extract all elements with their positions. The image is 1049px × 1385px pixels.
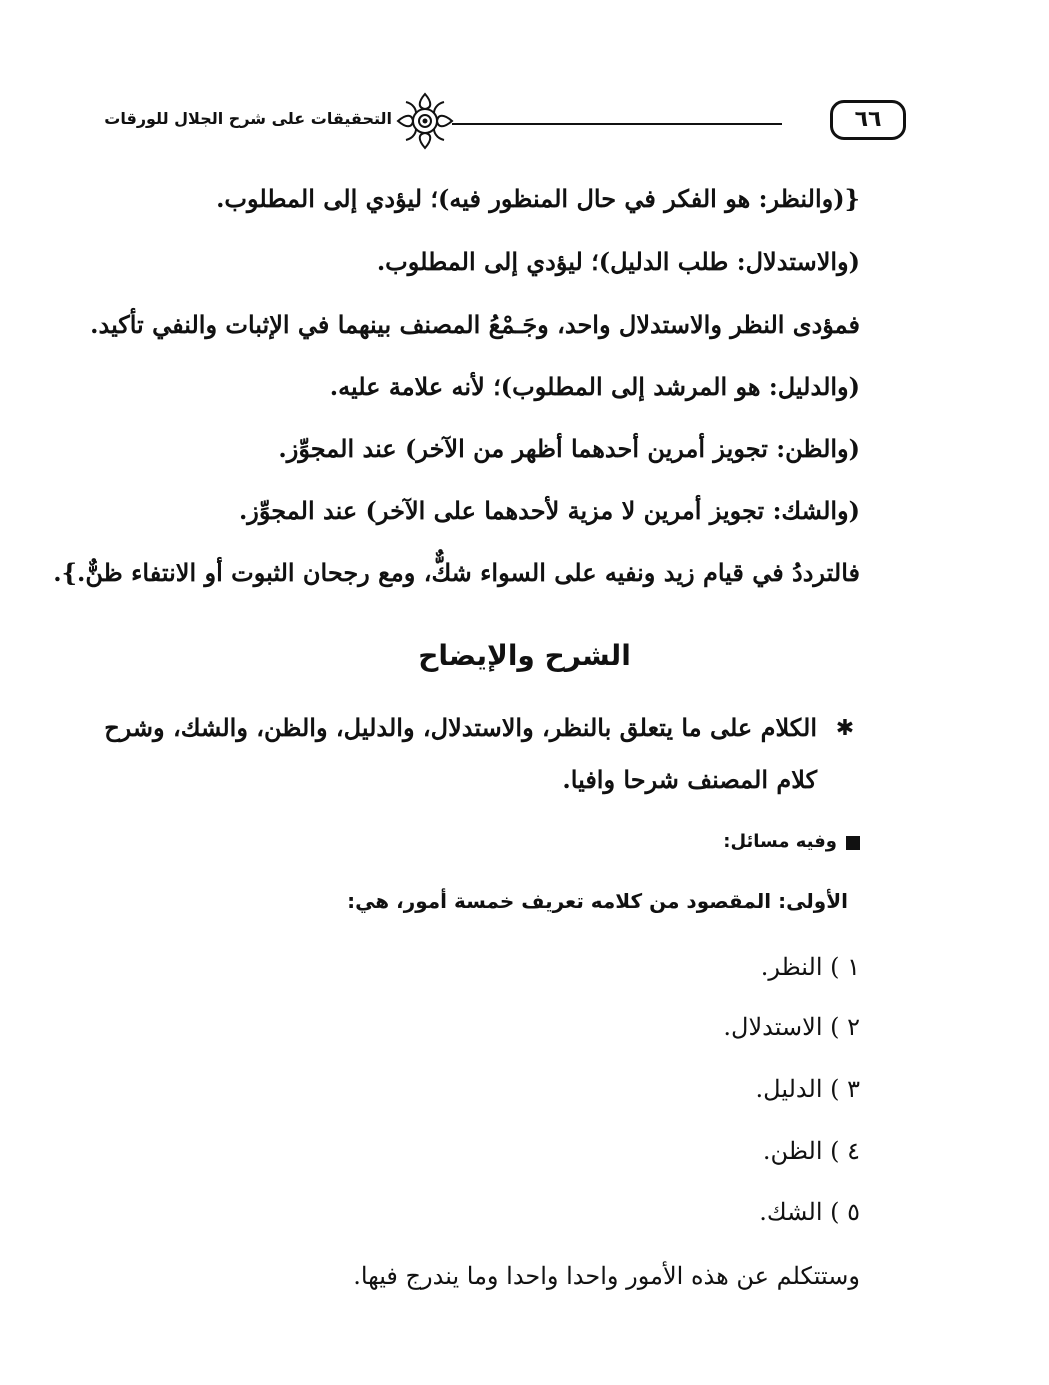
matn-line-6: (والشك: تجويز أمرين لا مزية لأحدهما على الآخر) عند المجوِّز.: [238, 496, 860, 525]
matn-line-2: (والاستدلال: طلب الدليل)؛ ليؤدي إلى المطلوب.: [376, 247, 860, 276]
matn-line-7: فالترددُ في قيام زيد ونفيه على السواء شكٌّ، ومع رجحان الثبوت أو الانتفاء ظنٌّ.}.: [53, 558, 860, 587]
list-item-2: ٢ ) الاستدلال.: [723, 1013, 860, 1041]
matn-line-3: فمؤدى النظر والاستدلال واحد، وجَـمْعُ المصنف بينهما في الإثبات والنفي تأكيد.: [90, 310, 860, 339]
star-bullet-icon: ✱: [835, 716, 855, 741]
header-rule: [452, 123, 782, 125]
list-item-3: ٣ ) الدليل.: [755, 1075, 860, 1103]
intro-line-1: الكلام على ما يتعلق بالنظر، والاستدلال، والدليل، والظن، والشك، وشرح: [104, 713, 817, 742]
issues-label: وفيه مسائل:: [723, 831, 837, 852]
closing-line: وستتكلم عن هذه الأمور واحدا واحدا وما يندرج فيها.: [353, 1262, 860, 1290]
page-number: ٦٦: [830, 100, 906, 140]
matn-line-1: {(والنظر: هو الفكر في حال المنظور فيه)؛ ليؤدي إلى المطلوب.: [216, 184, 860, 213]
page-header: [104, 86, 910, 156]
matn-line-5: (والظن: تجويز أمرين أحدهما أظهر من الآخر) عند المجوِّز.: [278, 434, 860, 463]
list-item-4: ٤ ) الظن.: [762, 1137, 860, 1165]
square-bullet-icon: [846, 836, 860, 850]
section-heading: الشرح والإيضاح: [418, 639, 631, 672]
list-item-1: ١ ) النظر.: [760, 953, 860, 981]
ornament-icon: [392, 90, 458, 152]
list-item-5: ٥ ) الشك.: [759, 1198, 860, 1226]
running-title: التحقيقات على شرح الجلال للورقات: [104, 109, 392, 128]
matn-line-4: (والدليل: هو المرشد إلى المطلوب)؛ لأنه علامة عليه.: [329, 372, 860, 401]
first-issue: الأولى: المقصود من كلامه تعريف خمسة أمور، هي:: [347, 889, 848, 913]
intro-line-2: كلام المصنف شرحا وافيا.: [562, 765, 817, 794]
